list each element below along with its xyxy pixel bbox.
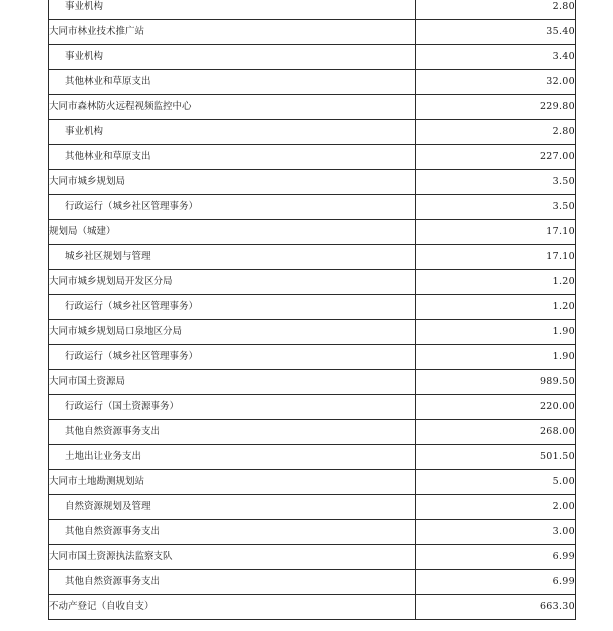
sub-item-name: 其他林业和草原支出 — [49, 70, 416, 95]
amount-cell: 663.30 — [416, 595, 576, 620]
table-body — [49, 0, 576, 620]
unit-name: 大同市国土资源执法监察支队 — [49, 545, 416, 570]
amount-cell: 268.00 — [416, 420, 576, 445]
table-row — [49, 220, 576, 245]
table-row — [49, 320, 576, 345]
unit-name: 大同市森林防火远程视频监控中心 — [49, 95, 416, 120]
table-row — [49, 570, 576, 595]
unit-name: 大同市国土资源局 — [49, 370, 416, 395]
amount-cell: 227.00 — [416, 145, 576, 170]
amount-cell: 989.50 — [416, 370, 576, 395]
sub-item-name: 事业机构 — [49, 0, 416, 20]
amount-cell: 2.00 — [416, 495, 576, 520]
unit-name: 大同市土地勘测规划站 — [49, 470, 416, 495]
amount-cell: 3.50 — [416, 195, 576, 220]
table-row — [49, 20, 576, 45]
sub-item-name: 城乡社区规划与管理 — [49, 245, 416, 270]
table-row — [49, 95, 576, 120]
amount-cell: 17.10 — [416, 245, 576, 270]
sub-item-name: 其他自然资源事务支出 — [49, 520, 416, 545]
sub-item-name: 其他自然资源事务支出 — [49, 570, 416, 595]
table-row — [49, 345, 576, 370]
amount-cell: 2.80 — [416, 120, 576, 145]
sub-item-name: 行政运行（城乡社区管理事务） — [49, 295, 416, 320]
amount-cell: 220.00 — [416, 395, 576, 420]
amount-cell: 32.00 — [416, 70, 576, 95]
table-row — [49, 245, 576, 270]
unit-name: 规划局（城建） — [49, 220, 416, 245]
unit-name: 大同市城乡规划局口泉地区分局 — [49, 320, 416, 345]
amount-cell: 3.40 — [416, 45, 576, 70]
amount-cell: 17.10 — [416, 220, 576, 245]
amount-cell: 5.00 — [416, 470, 576, 495]
unit-name: 大同市林业技术推广站 — [49, 20, 416, 45]
sub-item-name: 行政运行（城乡社区管理事务） — [49, 345, 416, 370]
amount-cell: 6.99 — [416, 545, 576, 570]
amount-cell: 3.50 — [416, 170, 576, 195]
amount-cell: 1.20 — [416, 295, 576, 320]
expenditure-table — [48, 0, 576, 620]
table-row — [49, 195, 576, 220]
sub-item-name: 事业机构 — [49, 45, 416, 70]
table-row — [49, 45, 576, 70]
sub-item-name: 事业机构 — [49, 120, 416, 145]
table-row — [49, 145, 576, 170]
table-row — [49, 70, 576, 95]
table-row — [49, 445, 576, 470]
unit-name: 不动产登记（自收自支） — [49, 595, 416, 620]
amount-cell: 1.20 — [416, 270, 576, 295]
sub-item-name: 行政运行（城乡社区管理事务） — [49, 195, 416, 220]
table-row — [49, 545, 576, 570]
amount-cell: 6.99 — [416, 570, 576, 595]
table-row — [49, 0, 576, 20]
amount-cell: 2.80 — [416, 0, 576, 20]
table-row — [49, 595, 576, 620]
sub-item-name: 土地出让业务支出 — [49, 445, 416, 470]
amount-cell: 229.80 — [416, 95, 576, 120]
table-row — [49, 270, 576, 295]
sub-item-name: 行政运行（国土资源事务） — [49, 395, 416, 420]
unit-name: 大同市城乡规划局 — [49, 170, 416, 195]
table-row — [49, 470, 576, 495]
amount-cell: 1.90 — [416, 345, 576, 370]
amount-cell: 501.50 — [416, 445, 576, 470]
table-row — [49, 495, 576, 520]
table-row — [49, 120, 576, 145]
amount-cell: 35.40 — [416, 20, 576, 45]
sub-item-name: 自然资源规划及管理 — [49, 495, 416, 520]
amount-cell: 1.90 — [416, 320, 576, 345]
table-row — [49, 170, 576, 195]
unit-name: 大同市城乡规划局开发区分局 — [49, 270, 416, 295]
sub-item-name: 其他林业和草原支出 — [49, 145, 416, 170]
table-row — [49, 295, 576, 320]
table-row — [49, 420, 576, 445]
amount-cell: 3.00 — [416, 520, 576, 545]
table-row — [49, 395, 576, 420]
table-row — [49, 520, 576, 545]
sub-item-name: 其他自然资源事务支出 — [49, 420, 416, 445]
table-row — [49, 370, 576, 395]
